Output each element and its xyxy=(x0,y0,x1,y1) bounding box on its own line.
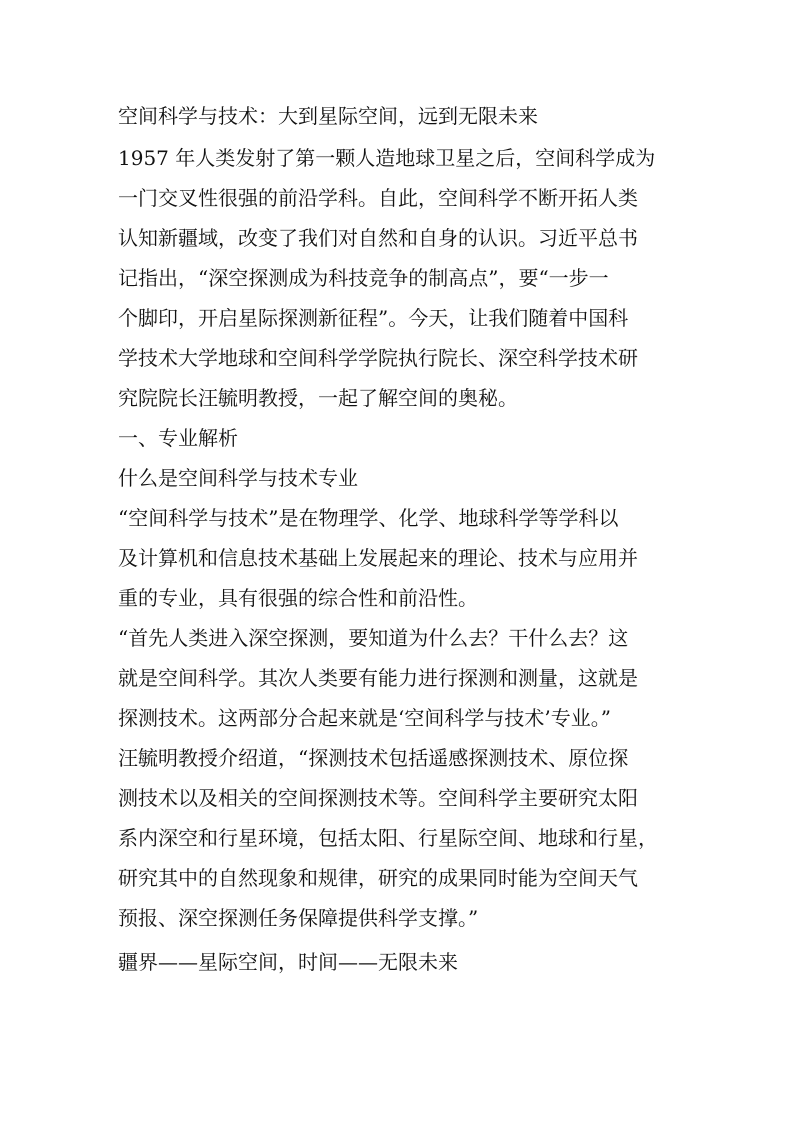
subheading: 什么是空间科学与技术专业 xyxy=(118,466,358,490)
intro-paragraph xyxy=(118,138,688,418)
text-line: “空间科学与技术”是在物理学、化学、地球科学等学科以 xyxy=(118,506,619,530)
text-line: 就是空间科学。其次人类要有能力进行探测和测量，这就是 xyxy=(118,666,638,690)
text-line: 学技术大学地球和空间科学学院执行院长、深空科学技术研 xyxy=(118,346,638,370)
text-line: 研究其中的自然现象和规律，研究的成果同时能为空间天气 xyxy=(118,866,638,890)
text-line: “首先人类进入深空探测，要知道为什么去？干什么去？这 xyxy=(118,626,629,650)
paragraph-definition xyxy=(118,498,688,618)
section-heading: 一、专业解析 xyxy=(118,426,238,450)
text-line: 探测技术。这两部分合起来就是‘空间科学与技术’专业。” xyxy=(118,706,611,730)
text-line: 究院院长汪毓明教授，一起了解空间的奥秘。 xyxy=(118,386,518,410)
text-line: 测技术以及相关的空间探测技术等。空间科学主要研究太阳 xyxy=(118,786,638,810)
text-line: 1957 年人类发射了第一颗人造地球卫星之后，空间科学成为 xyxy=(118,146,656,170)
text-line: 个脚印，开启星际探测新征程”。今天，让我们随着中国科 xyxy=(118,306,629,330)
document-page xyxy=(118,96,688,982)
text-line: 一门交叉性很强的前沿学科。自此，空间科学不断开拓人类 xyxy=(118,186,638,210)
document-title: 空间科学与技术：大到星际空间，远到无限未来 xyxy=(118,104,538,128)
text-line: 系内深空和行星环境，包括太阳、行星际空间、地球和行星， xyxy=(118,826,658,850)
subheading: 疆界——星际空间，时间——无限未来 xyxy=(118,950,458,974)
text-line: 重的专业，具有很强的综合性和前沿性。 xyxy=(118,586,478,610)
paragraph-quote xyxy=(118,618,688,938)
text-line: 汪毓明教授介绍道，“探测技术包括遥感探测技术、原位探 xyxy=(118,746,629,770)
text-line: 记指出，“深空探测成为科技竞争的制高点”，要“一步一 xyxy=(118,266,609,290)
text-line: 预报、深空探测任务保障提供科学支撑。” xyxy=(118,906,479,930)
text-line: 认知新疆域，改变了我们对自然和自身的认识。习近平总书 xyxy=(118,226,638,250)
text-line: 及计算机和信息技术基础上发展起来的理论、技术与应用并 xyxy=(118,546,638,570)
